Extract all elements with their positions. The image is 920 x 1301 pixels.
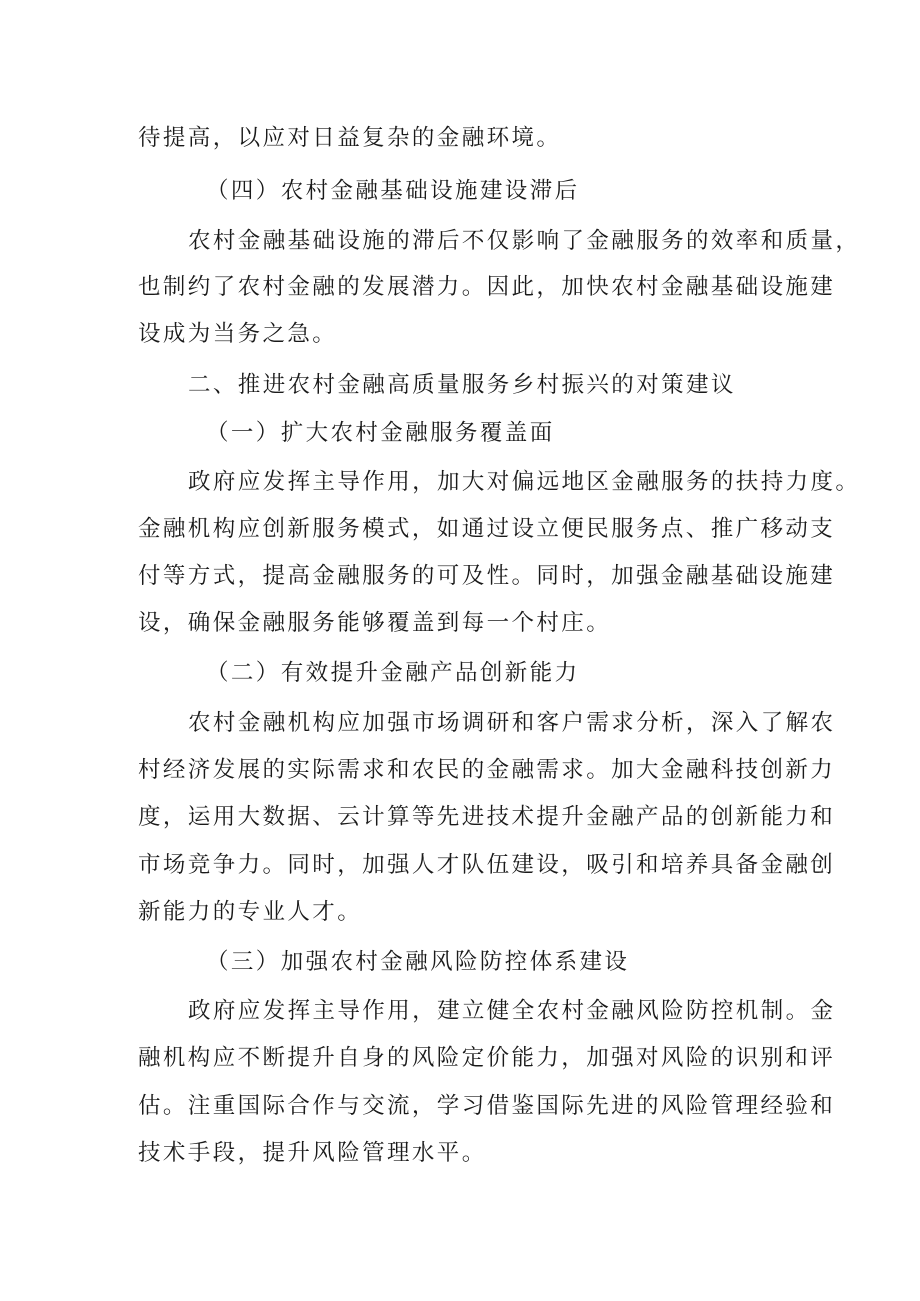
paragraph-line: 金融机构应创新服务模式，如通过设立便民服务点、推广移动支 bbox=[138, 516, 836, 542]
paragraph-line: 农村金融基础设施的滞后不仅影响了金融服务的效率和质量， bbox=[188, 228, 861, 254]
paragraph-line: 付等方式，提高金融服务的可及性。同时，加强金融基础设施建 bbox=[138, 563, 836, 589]
paragraph-line: 设成为当务之急。 bbox=[138, 321, 338, 347]
paragraph-line: 设，确保金融服务能够覆盖到每一个村庄。 bbox=[138, 610, 612, 636]
section-heading: （三）加强农村金融风险防控体系建设 bbox=[206, 949, 630, 975]
paragraph-line: 农村金融机构应加强市场调研和客户需求分析，深入了解农 bbox=[188, 710, 836, 736]
paragraph-line: 度，运用大数据、云计算等先进技术提升金融产品的创新能力和 bbox=[138, 804, 836, 830]
section-heading: （四）农村金融基础设施建设滞后 bbox=[206, 178, 580, 204]
paragraph-line: 市场竞争力。同时，加强人才队伍建设，吸引和培养具备金融创 bbox=[138, 852, 836, 878]
chapter-heading: 二、推进农村金融高质量服务乡村振兴的对策建议 bbox=[188, 372, 736, 398]
paragraph-line: 融机构应不断提升自身的风险定价能力，加强对风险的识别和评 bbox=[138, 1045, 836, 1071]
paragraph-line: 政府应发挥主导作用，建立健全农村金融风险防控机制。金 bbox=[188, 998, 836, 1024]
paragraph-line: 待提高，以应对日益复杂的金融环境。 bbox=[138, 125, 562, 151]
paragraph-line: 技术手段，提升风险管理水平。 bbox=[138, 1140, 487, 1166]
section-heading: （二）有效提升金融产品创新能力 bbox=[206, 660, 580, 686]
section-heading: （一）扩大农村金融服务覆盖面 bbox=[206, 420, 555, 446]
paragraph-line: 村经济发展的实际需求和农民的金融需求。加大金融科技创新力 bbox=[138, 757, 836, 783]
paragraph-line: 估。注重国际合作与交流，学习借鉴国际先进的风险管理经验和 bbox=[138, 1093, 836, 1119]
paragraph-line: 新能力的专业人才。 bbox=[138, 899, 363, 925]
paragraph-line: 也制约了农村金融的发展潜力。因此，加快农村金融基础设施建 bbox=[138, 274, 836, 300]
paragraph-line: 政府应发挥主导作用，加大对偏远地区金融服务的扶持力度。 bbox=[188, 469, 861, 495]
